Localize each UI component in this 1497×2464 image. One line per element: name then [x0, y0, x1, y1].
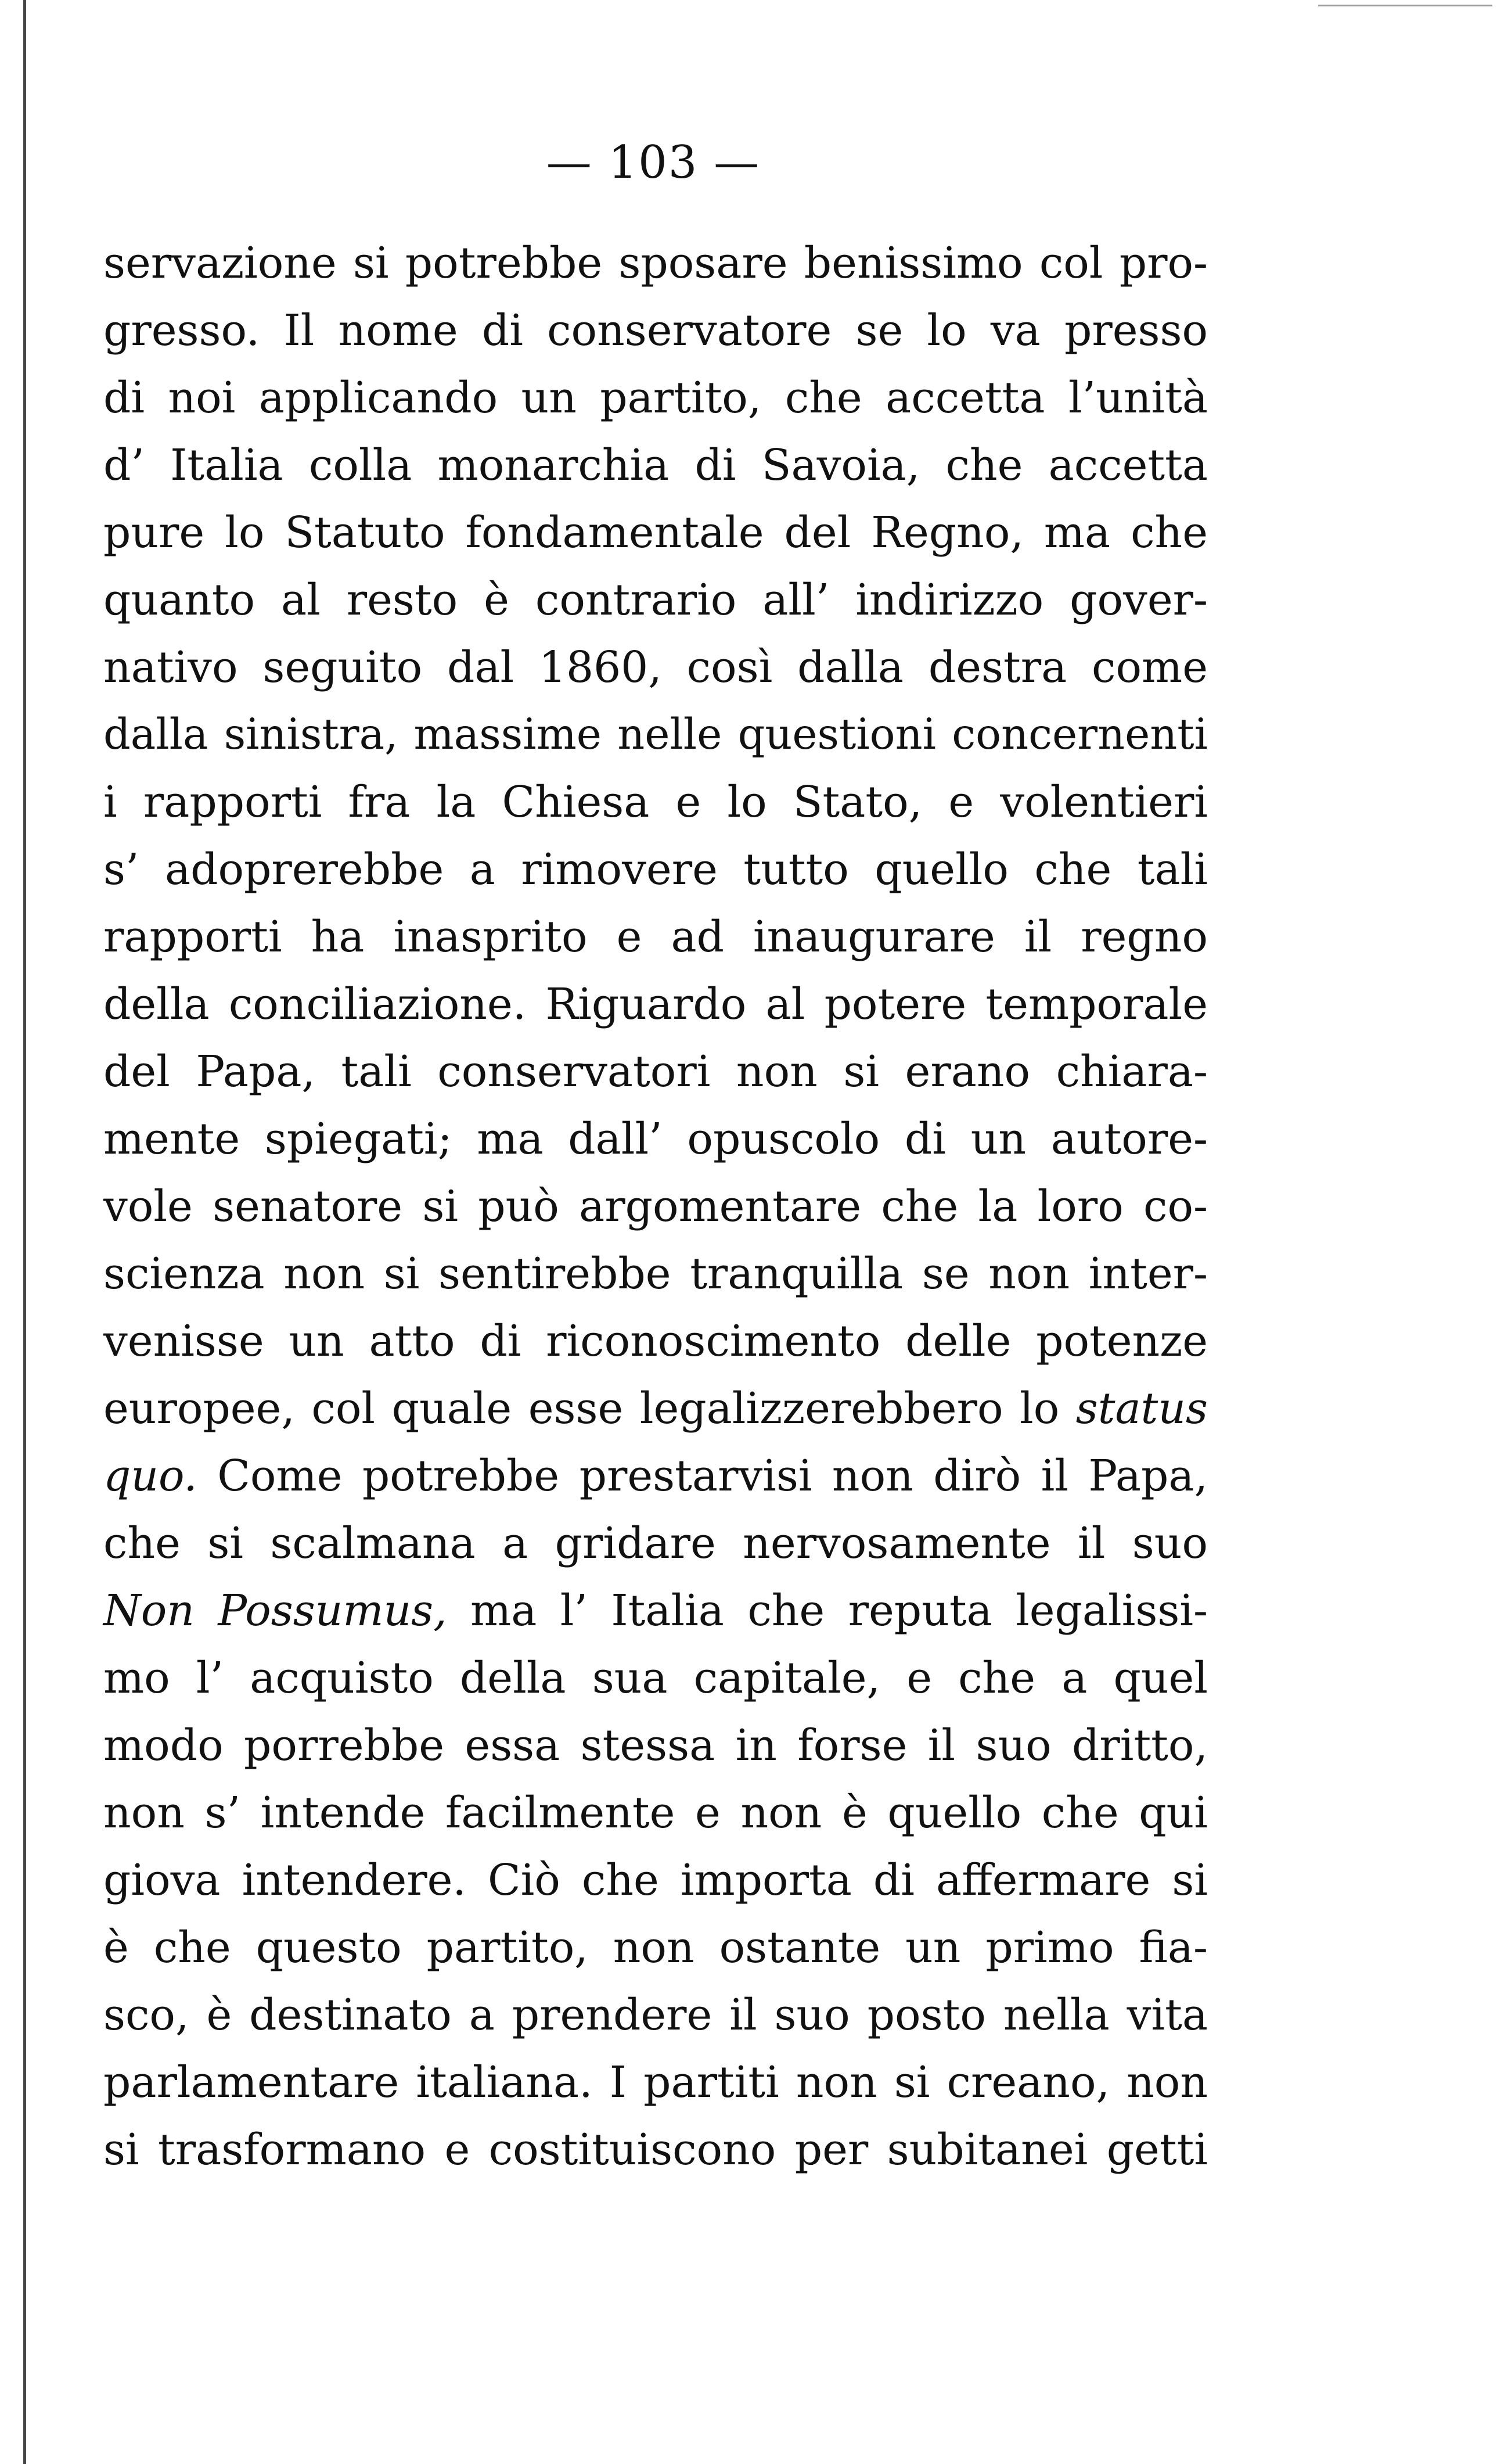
text-line-22: mo l’ acquisto della sua capitale, e che a quel	[103, 1653, 1208, 1703]
text-line-18-roman: europee, col quale esse legalizzerebbero lo	[103, 1384, 1060, 1434]
text-line-3: di noi applicando un partito, che accetta l’unità	[103, 373, 1208, 423]
text-line-6: quanto al resto è contrario all’ indirizzo gover-	[103, 575, 1208, 625]
text-line-13: del Papa, tali conservatori non si erano chiara-	[103, 1047, 1208, 1097]
text-line-1: servazione si potrebbe sposare benissimo col pro-	[103, 238, 1208, 288]
text-line-8: dalla sinistra, massime nelle questioni concernenti	[103, 710, 1208, 759]
page-number: — 103 —	[546, 137, 761, 189]
text-line-4: d’ Italia colla monarchia di Savoia, che accetta	[103, 440, 1208, 490]
text-line-28: parlamentare italiana. I partiti non si creano, non	[103, 2057, 1208, 2107]
text-line-18	[103, 1375, 1208, 1442]
text-line-25: giova intendere. Ciò che importa di affermare si	[103, 1855, 1208, 1905]
text-line-29: si trasformano e costituiscono per subitanei getti	[103, 2125, 1208, 2175]
text-line-20: che si scalmana a gridare nervosamente il suo	[103, 1518, 1208, 1568]
text-line-10: s’ adoprerebbe a rimovere tutto quello che tali	[103, 845, 1208, 895]
text-line-27: sco, è destinato a prendere il suo posto nella vita	[103, 1990, 1208, 2040]
text-line-12: della conciliazione. Riguardo al potere temporale	[103, 979, 1208, 1029]
text-line-5: pure lo Statuto fondamentale del Regno, ma che	[103, 508, 1208, 558]
text-line-19-roman: Come potrebbe prestarvisi non dirò il Papa,	[217, 1451, 1208, 1501]
body-text	[103, 229, 1208, 2183]
text-line-11: rapporti ha inasprito e ad inaugurare il regno	[103, 912, 1208, 962]
scan-edge-left	[23, 0, 26, 2464]
italic-quo: quo.	[103, 1451, 197, 1501]
text-line-9: i rapporti fra la Chiesa e lo Stato, e volentieri	[103, 777, 1208, 827]
text-line-24: non s’ intende facilmente e non è quello che qui	[103, 1788, 1208, 1838]
text-line-17: venisse un atto di riconoscimento delle potenze	[103, 1316, 1208, 1366]
text-line-21-roman: ma l’ Italia che reputa legalissi-	[470, 1586, 1208, 1636]
text-line-19	[103, 1442, 1208, 1510]
italic-non-possumus: Non Possumus,	[103, 1586, 447, 1636]
text-line-7: nativo seguito dal 1860, così dalla destra come	[103, 642, 1208, 692]
text-line-14: mente spiegati; ma dall’ opuscolo di un autore-	[103, 1114, 1208, 1164]
text-line-2: gresso. Il nome di conservatore se lo va presso	[103, 306, 1208, 355]
scan-edge-top	[1318, 5, 1492, 6]
italic-status: status	[1075, 1384, 1208, 1434]
text-line-26: è che questo partito, non ostante un primo fia-	[103, 1923, 1208, 1973]
text-line-21	[103, 1577, 1208, 1644]
text-line-15: vole senatore si può argomentare che la loro co-	[103, 1181, 1208, 1231]
text-line-23: modo porrebbe essa stessa in forse il suo dritto,	[103, 1721, 1208, 1770]
text-line-16: scienza non si sentirebbe tranquilla se non inter-	[103, 1249, 1208, 1299]
